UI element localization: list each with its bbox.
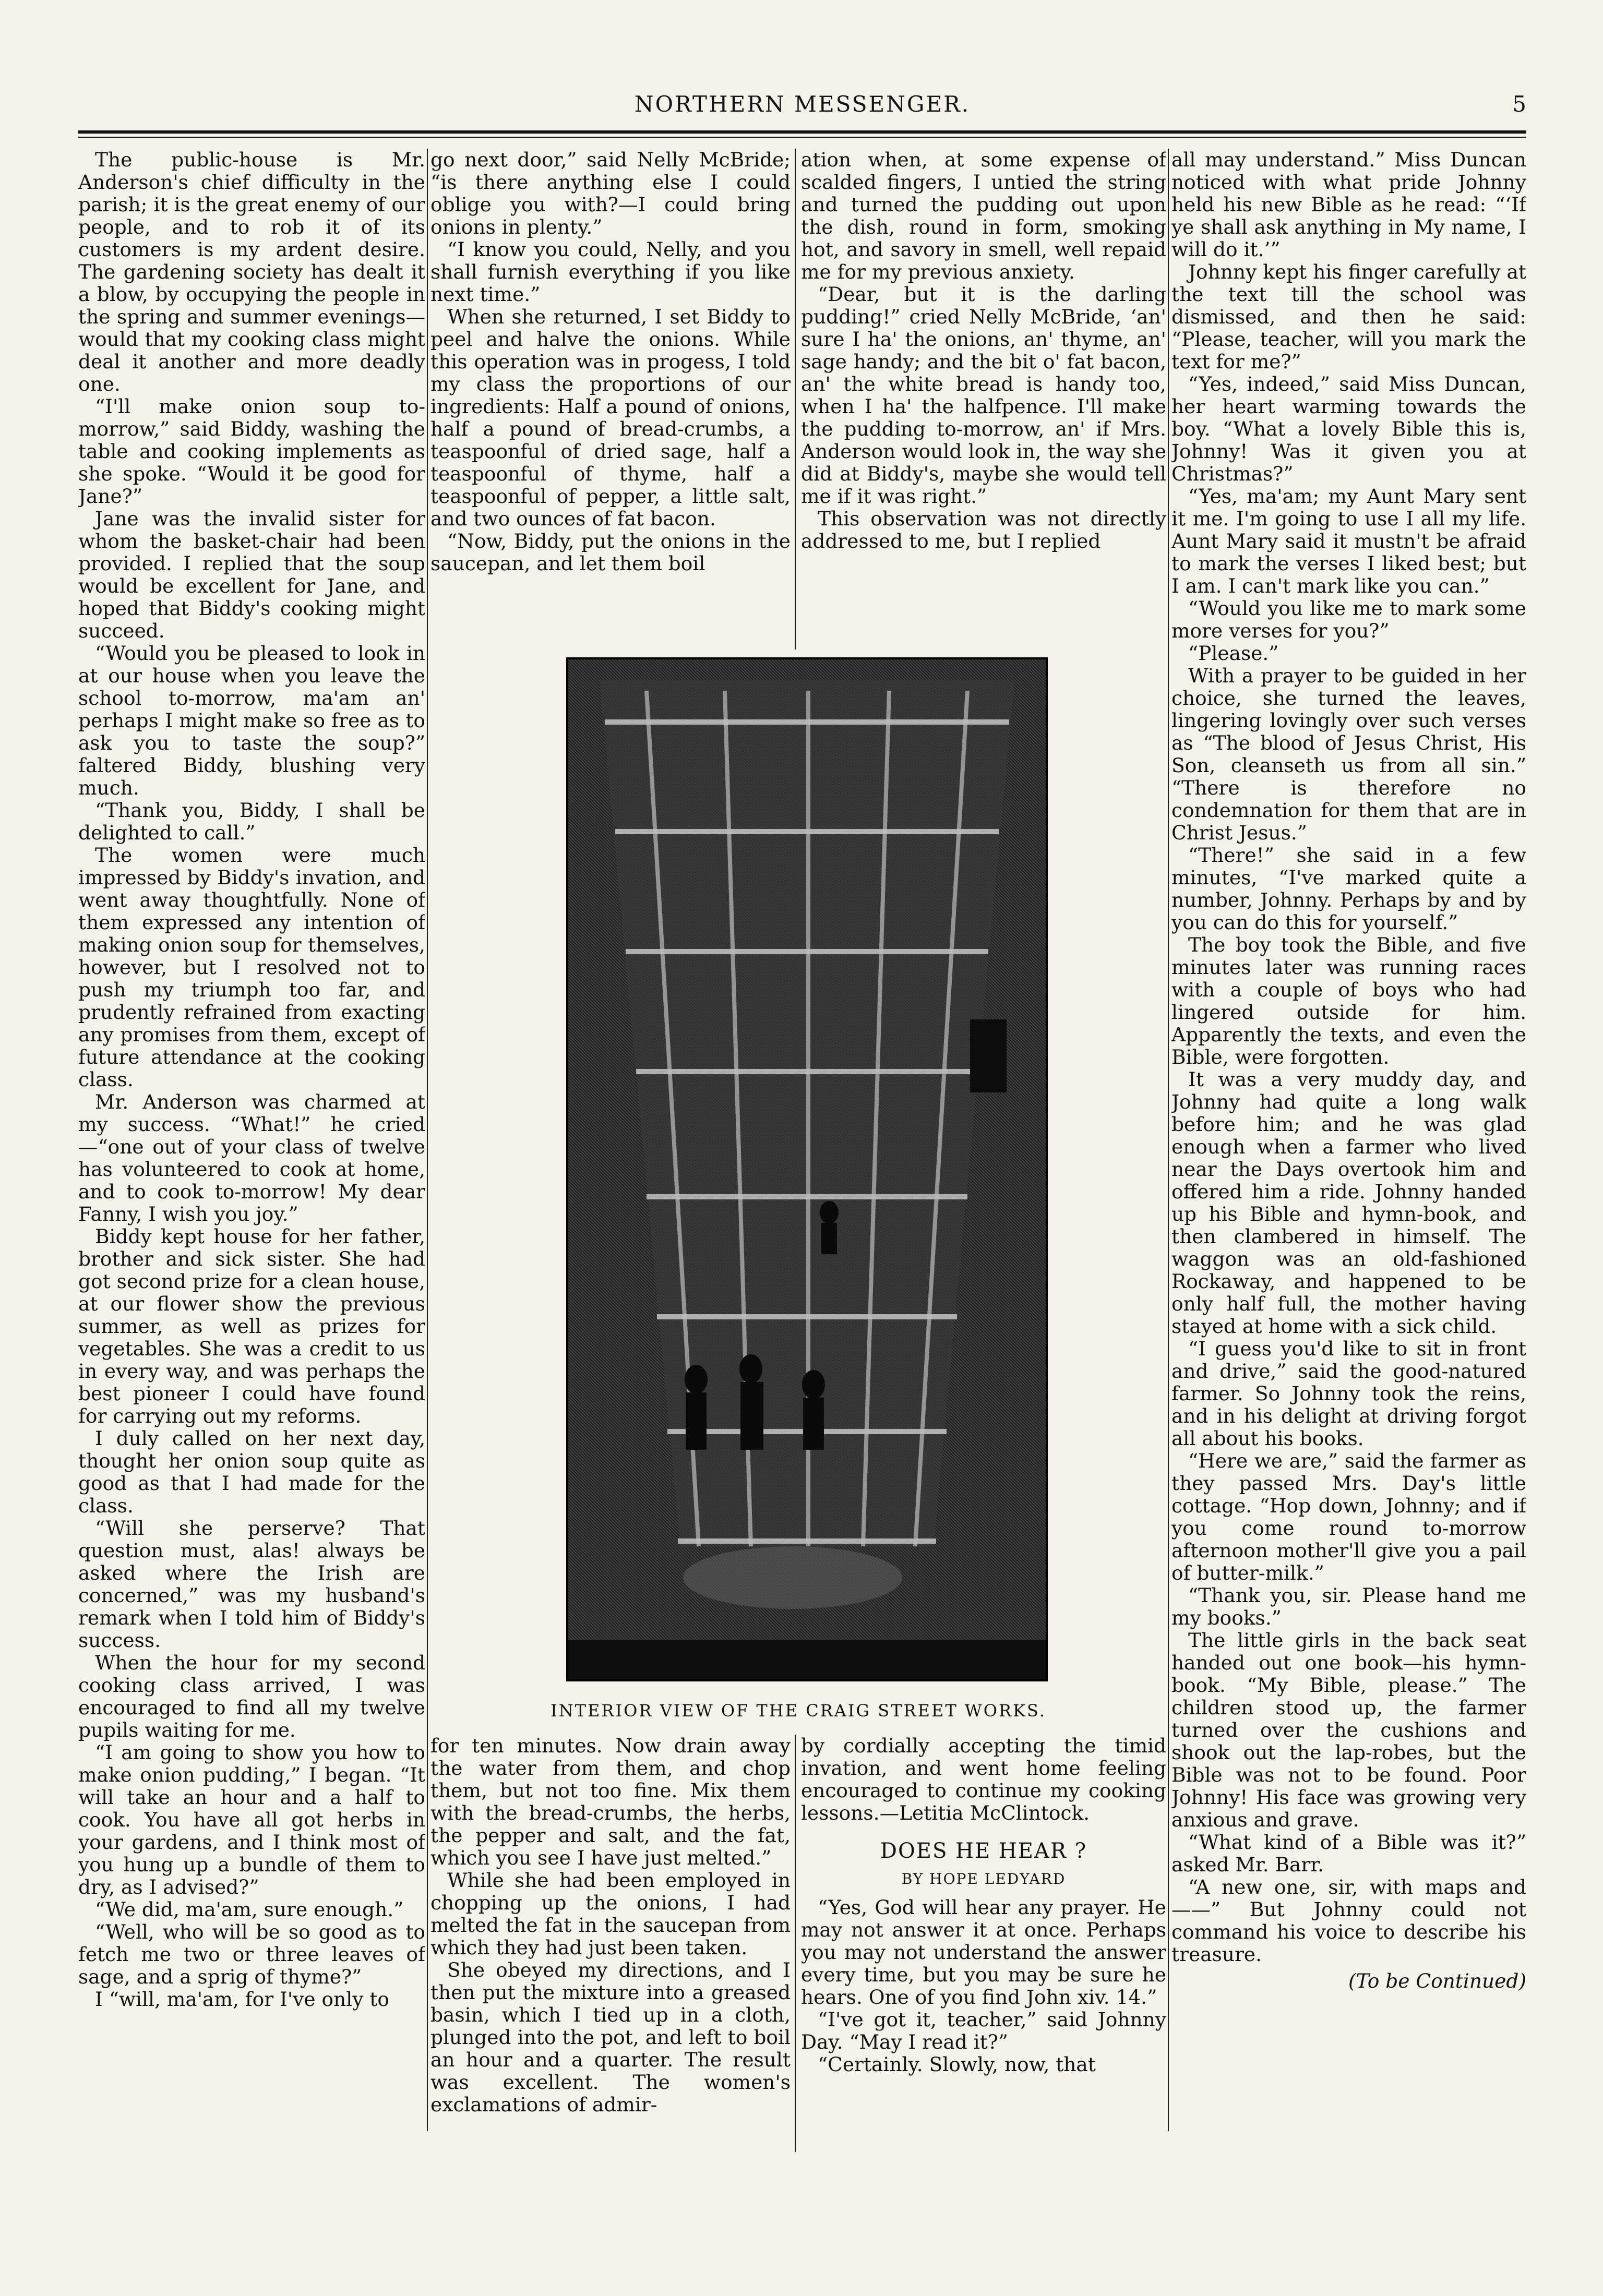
page-number: 5 [1512, 91, 1526, 117]
paragraph: by cordially accepting the timid invation, and went home feeling encouraged to continue my cooking lessons.—Letitia McClintock. [801, 1735, 1166, 1824]
paragraph: “A new one, sir, with maps and ——” But Johnny could not command his voice to describe his treasure. [1171, 1876, 1526, 1966]
paragraph: for ten minutes. Now drain away the water from them, and chop them, but not too fine. Mix them with the bread-crumbs, the herbs, the pepper and salt, and the fat, which you see I have just melted.” [430, 1735, 791, 1869]
paragraph: Johnny kept his finger carefully at the text till the school was dismissed, and then he said: “Please, teacher, will you mark the text for me?” [1171, 260, 1526, 373]
paragraph: “Will she perserve? That question must, alas! always be asked where the Irish are concerned,” was my husband's remark when I told him of Biddy's success. [78, 1517, 425, 1652]
paragraph: “Would you like me to mark some more verses for you?” [1171, 597, 1526, 642]
masthead-title: NORTHERN MESSENGER. [634, 91, 971, 117]
paragraph: “We did, ma'am, sure enough.” [95, 1898, 404, 1921]
paragraph: “Well, who will be so good as to fetch me two or three leaves of sage, and a sprig of thyme?” [78, 1920, 425, 1988]
paragraph: “I've got it, teacher,” said Johnny Day. “May I read it?” [801, 2008, 1166, 2053]
paragraph: “Please.” [1188, 642, 1279, 665]
paragraph: When the hour for my second cooking class arrived, I was encouraged to find all my twelve pupils waiting for me. [78, 1651, 425, 1741]
paragraph: “I am going to show you how to make onion pudding,” I began. “It will take an hour and a half to cook. You have all got herbs in your gardens, and I think most of you hung up a bundle of them to dry, as I advised?” [78, 1741, 425, 1898]
paragraph: When she returned, I set Biddy to peel and halve the onions. While this operation was in progess, I told my class the proportions of our ingredients: Half a pound of onions, half a pound of bread-crumbs, a teaspoonful of dried sage, half a teaspoonful of thyme, half a teaspoonful of pepper, a little salt, and two ounces of fat bacon. [430, 305, 791, 530]
paragraph: I duly called on her next day, thought her onion soup quite as good as that I had made for the class. [78, 1427, 425, 1517]
story-byline: BY HOPE LEDYARD [901, 1870, 1066, 1888]
article-column-2-top [430, 149, 791, 644]
column-divider [795, 149, 796, 650]
paragraph: “Here we are,” said the farmer as they passed Mrs. Day's little cottage. “Hop down, Johnny; and if you come round to-morrow afternoon mother'll give you a pail of butter-milk.” [1171, 1449, 1526, 1584]
paragraph: The little girls in the back seat handed out one book—his hymn-book. “My Bible, please.” The children stood up, the farmer turned over the cushions and shook out the lap-robes, but the Bible was not to be found. Poor Johnny! His face was growing very anxious and grave. [1171, 1629, 1526, 1831]
paragraph: The public-house is Mr. Anderson's chief difficulty in the parish; it is the great enemy of our people, and to rob it of its customers is my ardent desire. The gardening society has dealt it a blow, by occupying the people in the spring and summer evenings—would that my cooking class might deal it another and more deadly one. [78, 149, 425, 395]
paragraph: With a prayer to be guided in her choice, she turned the leaves, lingering lovingly over such verses as “The blood of Jesus Christ, His Son, cleanseth us from all sin.” “There is therefore no condemnation for them that are in Christ Jesus.” [1171, 664, 1526, 844]
article-column-1 [78, 149, 425, 2121]
paragraph: all may understand.” Miss Duncan noticed with what pride Johnny held his new Bible as he read: “‘If ye shall ask anything in My name, I will do it.’” [1171, 149, 1526, 261]
paragraph: Jane was the invalid sister for whom the basket-chair had been provided. I replied that the soup would be excellent for Jane, and hoped that Biddy's cooking might succeed. [78, 507, 425, 642]
column-divider [427, 149, 428, 2131]
paragraph: The boy took the Bible, and five minutes later was running races with a couple of boys who had lingered outside for him. Apparently the texts, and even the Bible, were forgotten. [1171, 933, 1526, 1068]
paragraph: Biddy kept house for her father, brother and sick sister. She had got second prize for a clean house, at our flower show the previous summer, as well as prizes for vegetables. She was a credit to us in every way, and was perhaps the best pioneer I could have found for carrying out my reforms. [78, 1225, 425, 1427]
paragraph: “Yes, God will hear any prayer. He may not answer it at once. Perhaps you may not understand the answer every time, but you may be sure he hears. One of you find John xiv. 14.” [801, 1896, 1166, 2009]
paragraph: “Now, Biddy, put the onions in the saucepan, and let them boil [430, 530, 791, 575]
engraving-illustration [566, 657, 1048, 1681]
mine-shaft-engraving [568, 659, 1046, 1679]
paragraph: While she had been employed in chopping up the onions, I had melted the fat in the saucepan from which they had just been taken. [430, 1869, 791, 1959]
article-column-2-bottom [430, 1735, 791, 2152]
paragraph: go next door,” said Nelly McBride; “is there anything else I could oblige you with?—I could bring onions in plenty.” [430, 149, 791, 238]
paragraph: This observation was not directly addressed to me, but I replied [801, 507, 1166, 552]
paragraph: “Thank you, Biddy, I shall be delighted to call.” [78, 799, 425, 844]
paragraph: The women were much impressed by Biddy's invation, and went away thoughtfully. None of them expressed any intention of making onion soup for themselves, however, but I resolved not to push my triumph too far, and prudently refrained from exacting any promises from them, except of future attendance at the cooking class. [78, 844, 425, 1091]
paragraph: “Yes, ma'am; my Aunt Mary sent it me. I'm going to use I all my life. Aunt Mary said it mustn't be afraid to mark the verses I liked best; but I am. I can't mark like you can.” [1171, 485, 1526, 597]
paragraph: ation when, at some expense of scalded fingers, I untied the string and turned the pudding out upon the dish, round in form, smoking hot, and savory in smell, well repaid me for my previous anxiety. [801, 149, 1166, 283]
column-divider [1168, 149, 1169, 2131]
paragraph: “Dear, but it is the darling pudding!” cried Nelly McBride, ‘an' sure I ha' the onions, an' thyme, an' sage handy; and the bit o' fat bacon, an' the white bread is handy too, when I ha' the halfpence. I'll make the pudding to-morrow, an' if Mrs. Anderson would look in, the way she did at Biddy's, maybe she would tell me if it was right.” [801, 283, 1166, 508]
paragraph: “Thank you, sir. Please hand me my books.” [1171, 1584, 1526, 1629]
column-divider [795, 1735, 796, 2152]
paragraph: It was a very muddy day, and Johnny had quite a long walk before him; and he was glad enough when a farmer who lived near the Days overtook him and offered him a ride. Johnny handed up his Bible and hymn-book, and then clambered in himself. The waggon was an old-fashioned Rockaway, and happened to be only half full, the mother having stayed at home with a sick child. [1171, 1068, 1526, 1338]
illustration-caption: INTERIOR VIEW OF THE CRAIG STREET WORKS. [551, 1701, 1046, 1721]
paragraph: She obeyed my directions, and I then put the mixture into a greased basin, which I tied up in a cloth, plunged into the pot, and left to boil an hour and a quarter. The result was excellent. The women's exclamations of admir- [430, 1958, 791, 2116]
paragraph: “What kind of a Bible was it?” asked Mr. Barr. [1171, 1831, 1526, 1876]
paragraph: “There!” she said in a few minutes, “I've marked quite a number, Johnny. Perhaps by and by you can do this for yourself.” [1171, 844, 1526, 934]
paragraph: “I'll make onion soup to-morrow,” said Biddy, washing the table and cooking implements as she spoke. “Would it be good for Jane?” [78, 395, 425, 508]
article-column-3-bottom [801, 1735, 1166, 2152]
masthead-rule-thin [78, 137, 1526, 138]
article-column-4 [1171, 149, 1526, 2121]
paragraph: “Yes, indeed,” said Miss Duncan, her heart warming towards the boy. “What a lovely Bible this is, Johnny! Was it given you at Christmas?” [1171, 372, 1526, 485]
paragraph: “I guess you'd like to sit in front and drive,” said the good-natured farmer. So Johnny took the reins, and in his delight at driving forgot all about his books. [1171, 1337, 1526, 1450]
paragraph: Mr. Anderson was charmed at my success. “What!” he cried—“one out of your class of twelve has volunteered to cook at home, and to cook to-morrow! My dear Fanny, I wish you joy.” [78, 1090, 425, 1225]
paragraph: “Certainly. Slowly, now, that [818, 2053, 1096, 2076]
continued-note: (To be Continued) [1348, 1969, 1526, 1992]
article-column-3-top [801, 149, 1166, 644]
paragraph: “Would you be pleased to look in at our house when you leave the school to-morrow, ma'am an' perhaps I might make so free as to ask you to taste the soup?” faltered Biddy, blushing very much. [78, 642, 425, 799]
masthead-rule [78, 130, 1526, 134]
story-heading: DOES HE HEAR ? [880, 1839, 1087, 1863]
paragraph: “I know you could, Nelly, and you shall furnish everything if you like next time.” [430, 238, 791, 306]
masthead [78, 91, 1526, 128]
paragraph: I “will, ma'am, for I've only to [95, 1988, 390, 2011]
